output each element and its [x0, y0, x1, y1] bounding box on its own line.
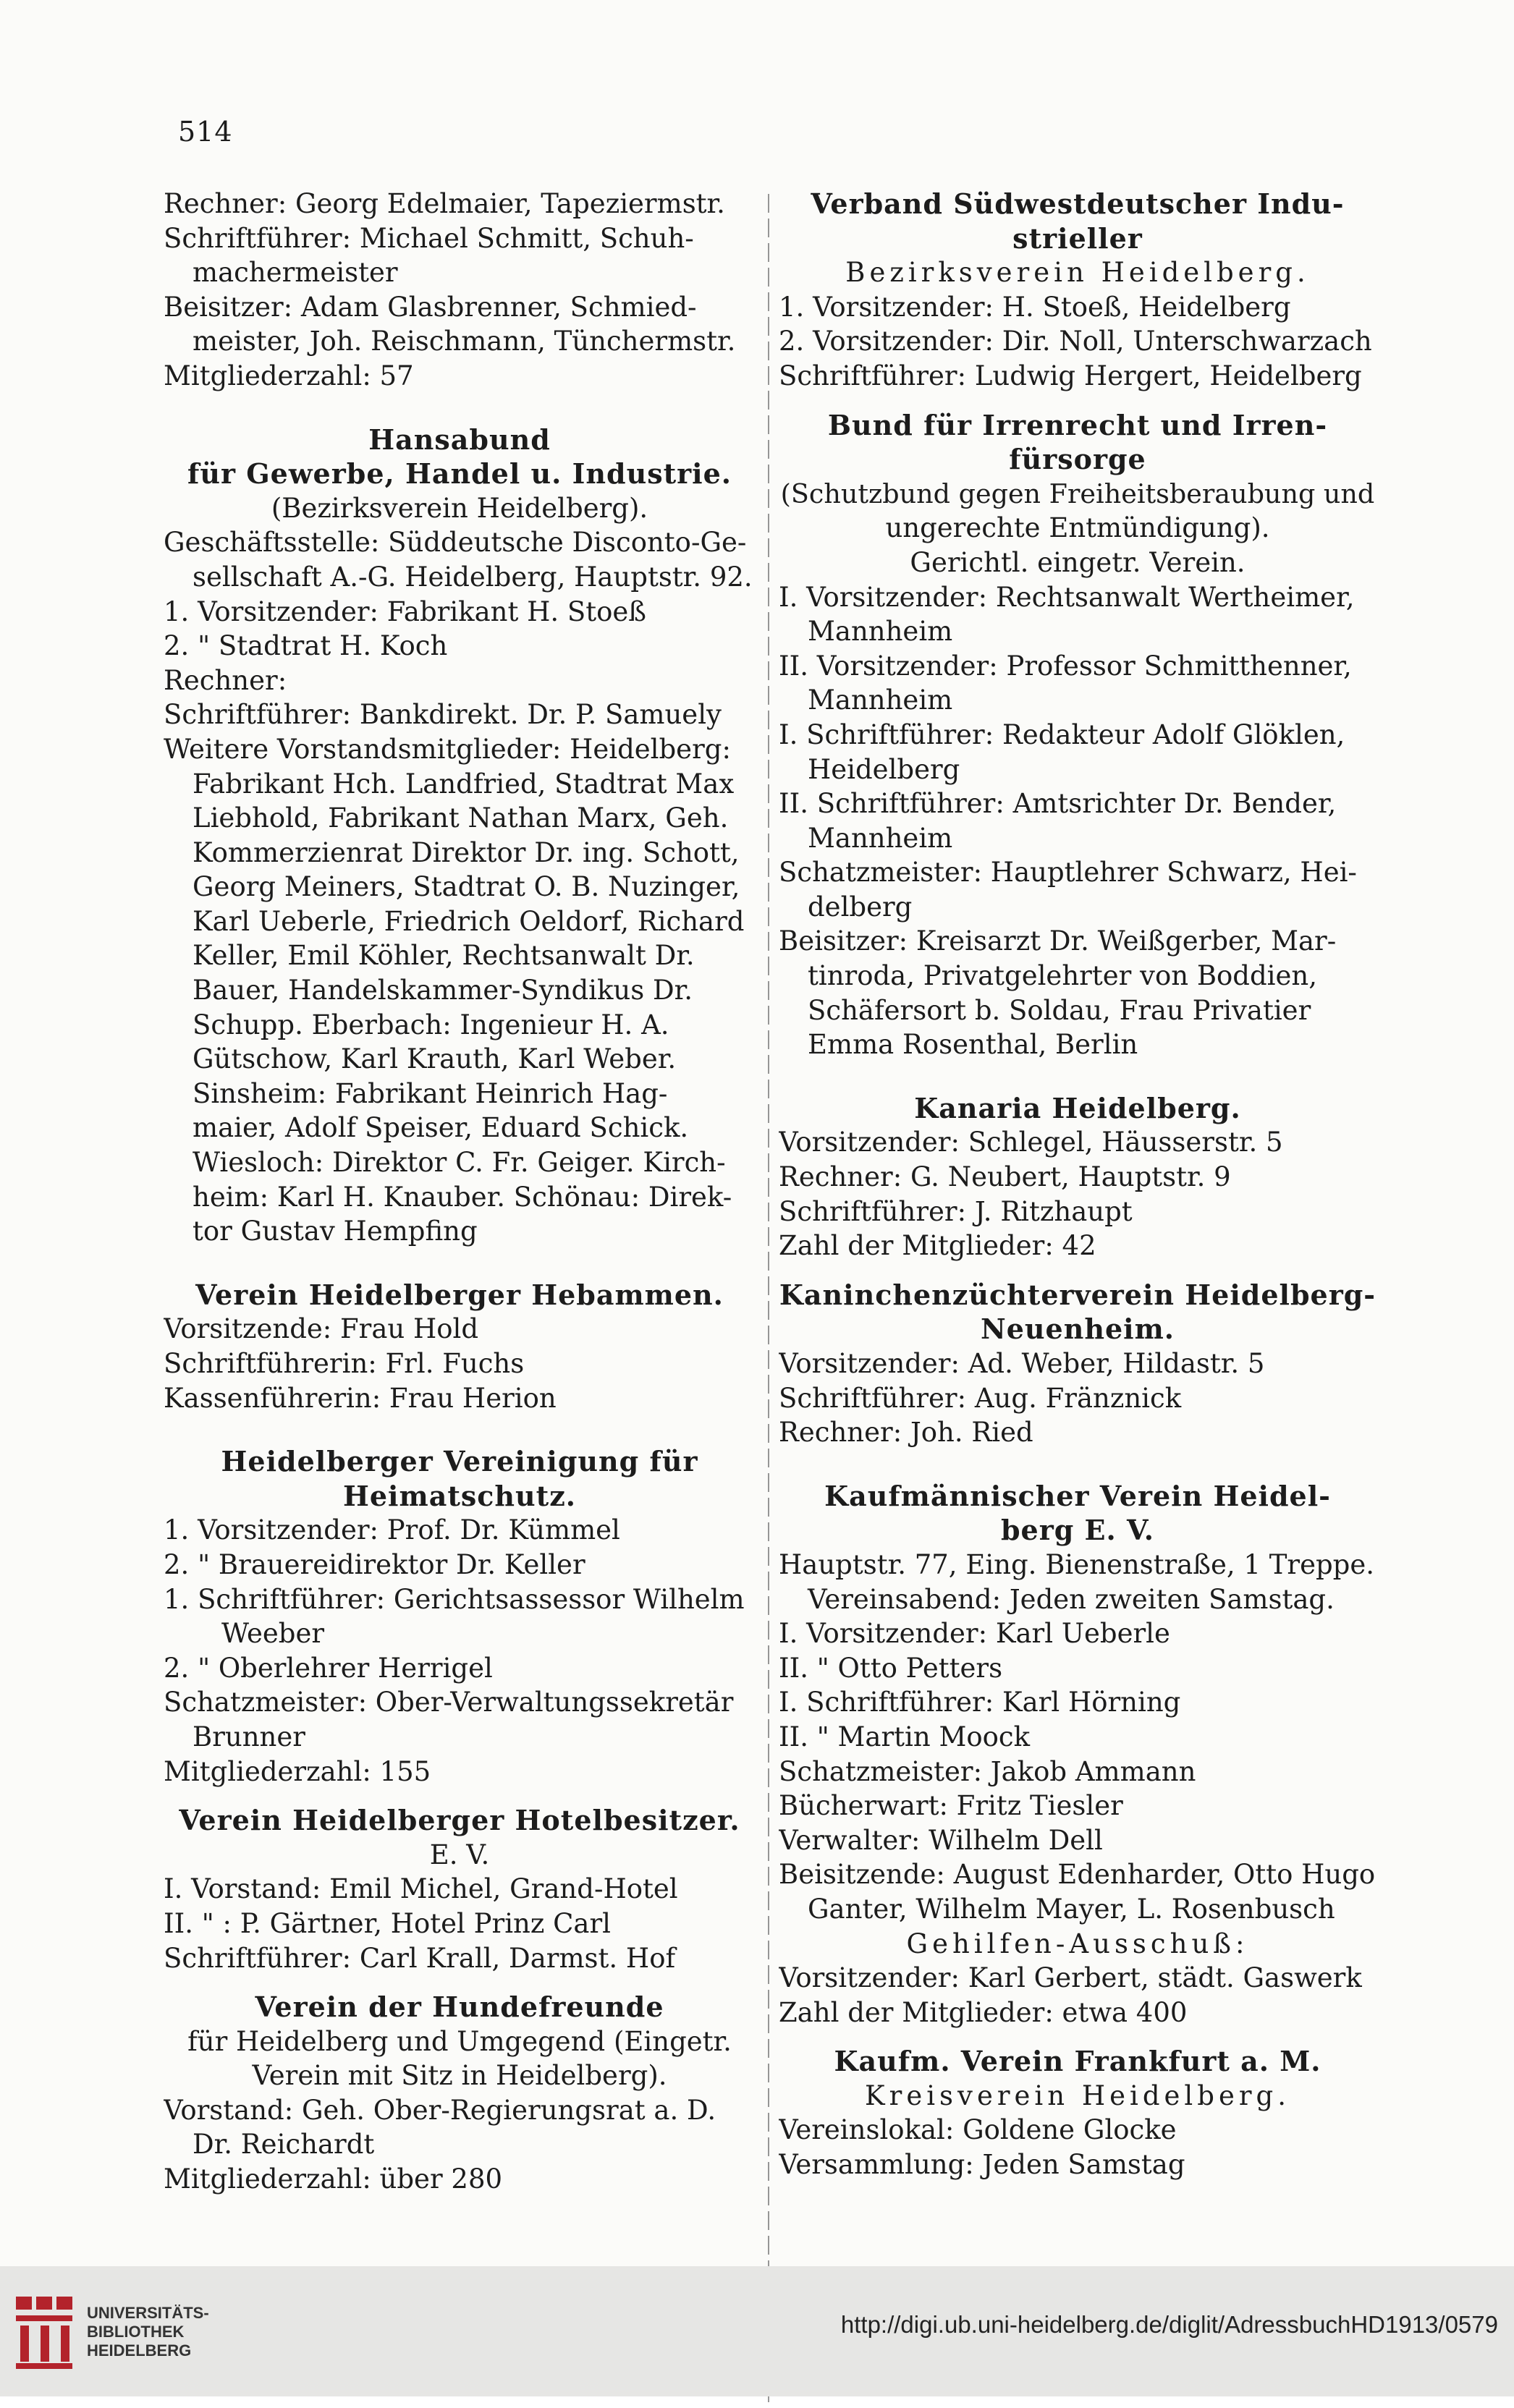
entry-line: Schatzmeister: Hauptlehrer Schwarz, Hei-: [779, 857, 1357, 889]
section-heading: Kaufm. Verein Frankfurt a. M.: [834, 2045, 1321, 2078]
entry-line: heim: Karl H. Knauber. Schönau: Direk-: [193, 1181, 732, 1213]
section-heading: Verein der Hundefreunde: [255, 1991, 664, 2024]
entry-line: delberg: [808, 891, 913, 923]
entry-line: II. Schriftführer: Amtsrichter Dr. Bender,: [779, 788, 1337, 820]
entry-line: Vereinsabend: Jeden zweiten Samstag.: [808, 1583, 1335, 1615]
entry-line: Beisitzer: Kreisarzt Dr. Weißgerber, Mar-: [779, 925, 1337, 957]
entry-line: Zahl der Mitglieder: etwa 400: [779, 1996, 1188, 2028]
entry-line: ungerechte Entmündigung).: [885, 512, 1270, 544]
entry-line: 1. Vorsitzender: Prof. Dr. Kümmel: [164, 1514, 620, 1546]
section-heading: berg E. V.: [1000, 1514, 1155, 1547]
entry-line: Vorstand: Geh. Ober-Regierungsrat a. D.: [164, 2094, 716, 2126]
entry-line: I. Schriftführer: Karl Hörning: [779, 1687, 1181, 1718]
section-heading: Kaufmännischer Verein Heidel-: [824, 1479, 1331, 1512]
entry-line: sellschaft A.-G. Heidelberg, Hauptstr. 92.: [193, 561, 753, 593]
section-spacer: [779, 394, 1376, 408]
entry-line: Rechner: Joh. Ried: [779, 1417, 1033, 1449]
entry-line: Mannheim: [808, 822, 953, 854]
entry-line: Kassenführerin: Frau Herion: [164, 1382, 557, 1414]
library-name-line-3: HEIDELBERG: [87, 2341, 192, 2360]
section-heading: Kanaria Heidelberg.: [914, 1091, 1241, 1124]
entry-line: Kreisverein Heidelberg.: [865, 2080, 1290, 2111]
entry-line: Mannheim: [808, 684, 953, 716]
entry-line: Schäfersort b. Soldau, Frau Privatier: [808, 994, 1311, 1026]
entry-line: Rechner: Georg Edelmaier, Tapeziermstr.: [164, 188, 725, 219]
section-spacer: [164, 1789, 756, 1803]
entry-line: Versammlung: Jeden Samstag: [779, 2149, 1185, 2181]
right-column: [779, 187, 1376, 2182]
entry-line: machermeister: [193, 257, 398, 289]
section-heading: Hansabund: [368, 423, 551, 456]
entry-line: Hauptstr. 77, Eing. Bienenstraße, 1 Treppe.: [779, 1548, 1374, 1580]
entry-line: Emma Rosenthal, Berlin: [808, 1029, 1138, 1061]
library-name-line-2: BIBLIOTHEK: [87, 2323, 185, 2341]
entry-line: 1. Vorsitzender: H. Stoeß, Heidelberg: [779, 291, 1291, 323]
entry-line: Mannheim: [808, 616, 953, 648]
entry-line: Ganter, Wilhelm Mayer, L. Rosenbusch: [808, 1893, 1335, 1925]
section-heading: Kaninchenzüchterverein Heidelberg-: [779, 1278, 1376, 1311]
entry-line: 2. Vorsitzender: Dir. Noll, Unterschwarzach: [779, 326, 1372, 357]
entry-line: II. " Martin Moock: [779, 1721, 1031, 1752]
section-spacer: [779, 1450, 1376, 1479]
entry-line: II. Vorsitzender: Professor Schmitthenner,: [779, 650, 1352, 682]
section-spacer: [779, 2030, 1376, 2044]
library-logo-icon: [14, 2292, 80, 2372]
entry-line: tor Gustav Hempfing: [193, 1216, 478, 1247]
section-heading: Heimatschutz.: [342, 1479, 577, 1512]
section-heading: Heidelberger Vereinigung für: [221, 1445, 698, 1478]
entry-line: Schriftführer: Carl Krall, Darmst. Hof: [164, 1942, 676, 1974]
entry-line: Verwalter: Wilhelm Dell: [779, 1824, 1103, 1856]
entry-line: Gehilfen-Ausschuß:: [906, 1928, 1249, 1959]
left-column: [164, 187, 756, 2197]
entry-line: Gerichtl. eingetr. Verein.: [910, 546, 1246, 578]
entry-line: 2. " Oberlehrer Herrigel: [164, 1652, 493, 1684]
entry-line: Liebhold, Fabrikant Nathan Marx, Geh.: [193, 802, 729, 834]
entry-line: Bezirksverein Heidelberg.: [845, 257, 1310, 289]
section-heading: für Gewerbe, Handel u. Industrie.: [187, 457, 732, 491]
section-heading: Neuenheim.: [980, 1313, 1175, 1346]
entry-line: Beisitzer: Adam Glasbrenner, Schmied-: [164, 291, 697, 323]
section-heading: Verein Heidelberger Hotelbesitzer.: [179, 1804, 740, 1837]
section-heading: strieller: [1012, 221, 1143, 255]
entry-line: Georg Meiners, Stadtrat O. B. Nuzinger,: [193, 871, 740, 903]
section-spacer: [779, 1263, 1376, 1278]
entry-line: (Bezirksverein Heidelberg).: [271, 492, 648, 524]
entry-line: Schriftführerin: Frl. Fuchs: [164, 1348, 525, 1379]
entry-line: Bauer, Handelskammer-Syndikus Dr.: [193, 975, 693, 1006]
entry-line: Schriftführer: Aug. Fränznick: [779, 1382, 1182, 1414]
entry-line: Schatzmeister: Jakob Ammann: [779, 1755, 1196, 1787]
entry-line: Vereinslokal: Goldene Glocke: [779, 2114, 1177, 2146]
entry-line: für Heidelberg und Umgegend (Eingetr.: [187, 2025, 732, 2057]
entry-line: Wiesloch: Direktor C. Fr. Geiger. Kirch-: [193, 1147, 726, 1179]
entry-line: Schriftführer: Ludwig Hergert, Heidelberg: [779, 360, 1362, 391]
entry-line: Zahl der Mitglieder: 42: [779, 1230, 1096, 1262]
entry-line: E. V.: [429, 1839, 490, 1870]
section-spacer: [164, 1249, 756, 1278]
entry-line: maier, Adolf Speiser, Eduard Schick.: [193, 1112, 689, 1144]
entry-line: Keller, Emil Köhler, Rechtsanwalt Dr.: [193, 940, 695, 972]
entry-line: Weeber: [221, 1618, 325, 1650]
entry-line: 1. Vorsitzender: Fabrikant H. Stoeß: [164, 595, 647, 627]
entry-line: Dr. Reichardt: [193, 2129, 375, 2161]
entry-line: meister, Joh. Reischmann, Tünchermstr.: [193, 326, 736, 357]
section-heading: Verein Heidelberger Hebammen.: [195, 1278, 724, 1311]
entry-line: Schupp. Eberbach: Ingenieur H. A.: [193, 1009, 669, 1040]
entry-line: Geschäftsstelle: Süddeutsche Disconto-Ge-: [164, 527, 747, 559]
entry-line: Rechner:: [164, 664, 287, 696]
entry-line: II. " : P. Gärtner, Hotel Prinz Carl: [164, 1907, 612, 1939]
entry-line: Heidelberg: [808, 753, 960, 785]
section-heading: Verband Südwestdeutscher Indu-: [811, 187, 1345, 220]
entry-line: I. Vorsitzender: Karl Ueberle: [779, 1618, 1170, 1650]
section-heading: Bund für Irrenrecht und Irren-: [827, 408, 1328, 441]
entry-line: I. Schriftführer: Redakteur Adolf Glöklen,: [779, 718, 1345, 750]
source-url-link[interactable]: http://digi.ub.uni-heidelberg.de/diglit/AdressbuchHD1913/0579: [840, 2311, 1498, 2338]
entry-line: Vorsitzende: Frau Hold: [164, 1313, 479, 1345]
page-number: 514: [178, 116, 233, 148]
entry-line: Vorsitzender: Ad. Weber, Hildastr. 5: [779, 1348, 1265, 1379]
section-spacer: [779, 1062, 1376, 1091]
entry-line: I. Vorsitzender: Rechtsanwalt Wertheimer,: [779, 581, 1355, 613]
section-heading: fürsorge: [1009, 443, 1146, 476]
entry-line: Karl Ueberle, Friedrich Oeldorf, Richard: [193, 905, 745, 937]
entry-line: Schriftführer: Michael Schmitt, Schuh-: [164, 222, 694, 254]
entry-line: Mitgliederzahl: über 280: [164, 2163, 503, 2195]
entry-line: tinroda, Privatgelehrter von Boddien,: [808, 960, 1317, 992]
entry-line: Weitere Vorstandsmitglieder: Heidelberg:: [164, 733, 731, 765]
entry-line: Fabrikant Hch. Landfried, Stadtrat Max: [193, 768, 735, 800]
entry-line: Bücherwart: Fritz Tiesler: [779, 1790, 1123, 1822]
entry-line: (Schutzbund gegen Freiheitsberaubung und: [780, 478, 1375, 509]
entry-line: Verein mit Sitz in Heidelberg).: [252, 2060, 667, 2092]
section-spacer: [164, 394, 756, 423]
entry-line: Mitgliederzahl: 155: [164, 1755, 431, 1787]
library-name-line-1: UNIVERSITÄTS-: [87, 2304, 209, 2322]
entry-line: Schriftführer: J. Ritzhaupt: [779, 1195, 1133, 1227]
entry-line: 2. " Stadtrat H. Koch: [164, 630, 448, 662]
section-spacer: [164, 1975, 756, 1990]
entry-line: Schriftführer: Bankdirekt. Dr. P. Samuely: [164, 699, 722, 731]
library-name: [87, 2304, 209, 2360]
entry-line: Brunner: [193, 1721, 305, 1752]
column-divider: [768, 194, 769, 2408]
entry-line: Schatzmeister: Ober-Verwaltungssekretär: [164, 1687, 734, 1718]
entry-line: Kommerzienrat Direktor Dr. ing. Schott,: [193, 836, 740, 868]
entry-line: Vorsitzender: Karl Gerbert, städt. Gaswerk: [779, 1962, 1362, 1994]
entry-line: II. " Otto Petters: [779, 1652, 1003, 1684]
entry-line: Sinsheim: Fabrikant Heinrich Hag-: [193, 1077, 668, 1109]
entry-line: 2. " Brauereidirektor Dr. Keller: [164, 1548, 585, 1580]
entry-line: Rechner: G. Neubert, Hauptstr. 9: [779, 1161, 1231, 1193]
footer-bar: [0, 2266, 1514, 2396]
entry-line: I. Vorstand: Emil Michel, Grand-Hotel: [164, 1873, 678, 1905]
entry-line: Mitgliederzahl: 57: [164, 360, 414, 391]
entry-line: Gütschow, Karl Krauth, Karl Weber.: [193, 1043, 677, 1075]
entry-line: Vorsitzender: Schlegel, Häusserstr. 5: [779, 1127, 1283, 1158]
entry-line: 1. Schriftführer: Gerichtsassessor Wilhelm: [164, 1583, 745, 1615]
entry-line: Beisitzende: August Edenharder, Otto Hugo: [779, 1859, 1376, 1891]
section-spacer: [164, 1415, 756, 1444]
